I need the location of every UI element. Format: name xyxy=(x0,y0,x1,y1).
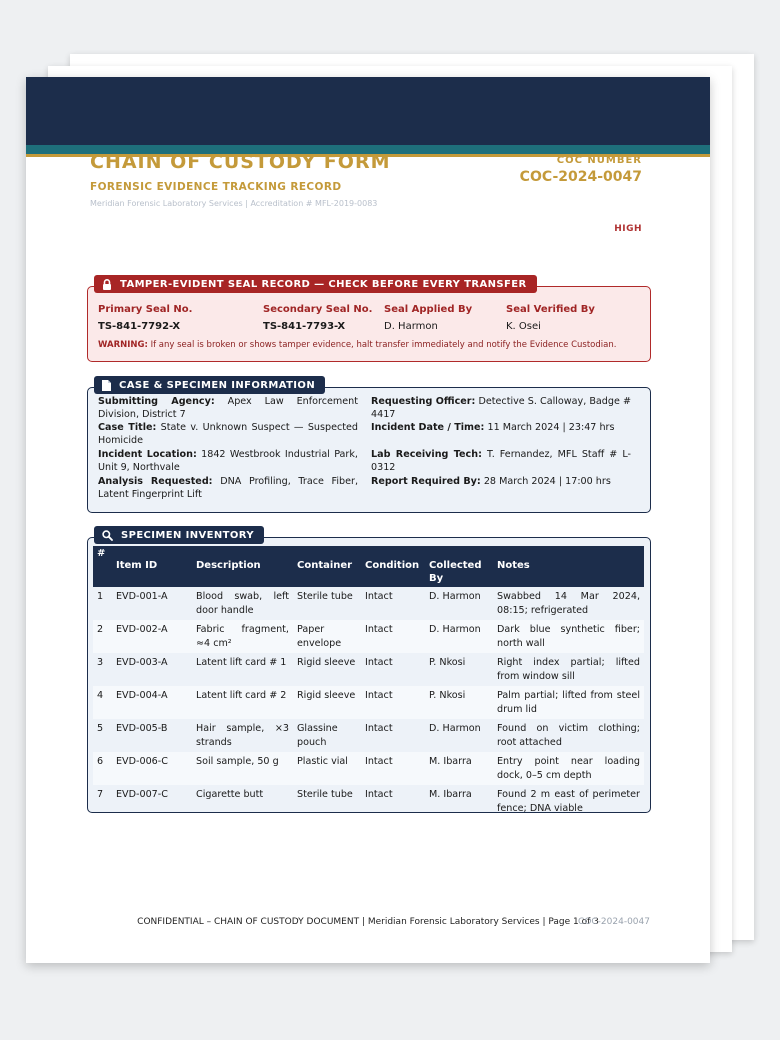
tech-value: T. Fernandez, MFL Staff # L-0312 xyxy=(371,449,631,474)
location-value: 1842 Westbrook Industrial Park, Unit 9, Northvale xyxy=(98,449,358,474)
inventory-section-heading xyxy=(94,526,264,544)
item-description: Fabric fragment, ≈4 cm² xyxy=(192,620,293,653)
inventory-heading-text: SPECIMEN INVENTORY xyxy=(121,529,255,541)
seal-verified-by xyxy=(506,304,595,332)
form-subtitle: FORENSIC EVIDENCE TRACKING RECORD xyxy=(90,181,342,193)
secondary-seal-value: TS-841-7793-X xyxy=(263,321,346,332)
item-id: EVD-007-C xyxy=(116,789,168,800)
form-page xyxy=(26,77,710,963)
priority-badge: HIGH xyxy=(614,224,642,234)
row-number: 6 xyxy=(93,752,112,785)
item-container: Rigid sleeve xyxy=(297,657,356,668)
item-condition: Intact xyxy=(361,686,425,719)
item-collected-by: D. Harmon xyxy=(429,723,481,734)
lock-icon xyxy=(102,279,112,290)
row-number: 1 xyxy=(97,591,104,602)
item-id: EVD-004-A xyxy=(112,686,192,719)
search-icon xyxy=(102,530,113,541)
item-container: Sterile tube xyxy=(297,591,353,602)
lab-accreditation: Meridian Forensic Laboratory Services | Accreditation # MFL-2019-0083 xyxy=(90,199,378,208)
seal-warning-label: WARNING: xyxy=(98,340,148,350)
item-condition: Intact xyxy=(365,657,393,668)
lab-receiving-tech xyxy=(371,448,631,475)
item-container: Rigid sleeve xyxy=(293,686,361,719)
table-row xyxy=(93,620,644,653)
table-row xyxy=(93,752,644,785)
page-footer: CONFIDENTIAL – CHAIN OF CUSTODY DOCUMENT | Meridian Forensic Laboratory Services | Page 1 of 3 xyxy=(137,917,599,927)
item-condition: Intact xyxy=(361,752,425,785)
primary-seal-value: TS-841-7792-X xyxy=(98,321,181,332)
table-header-row xyxy=(93,546,644,587)
row-number: 2 xyxy=(93,620,112,653)
case-title-value: State v. Unknown Suspect — Suspected Homicide xyxy=(98,422,359,447)
item-collected-by: M. Ibarra xyxy=(425,752,493,785)
primary-seal-label: Primary Seal No. xyxy=(98,304,193,315)
seal-warning-text: If any seal is broken or shows tamper evidence, halt transfer immediately and notify the Evidence Custodian. xyxy=(147,340,617,350)
row-number: 7 xyxy=(97,789,104,800)
item-description: Blood swab, left door handle xyxy=(196,591,289,616)
secondary-seal-label: Secondary Seal No. xyxy=(263,304,373,315)
case-section-heading xyxy=(94,376,325,394)
column-header: Notes xyxy=(493,546,644,587)
item-condition: Intact xyxy=(365,789,393,800)
incident-location xyxy=(98,448,358,475)
requesting-officer-label: Requesting Officer: xyxy=(371,396,476,407)
seal-applied-label: Seal Applied By xyxy=(384,304,473,315)
item-condition: Intact xyxy=(361,620,425,653)
item-id: EVD-003-A xyxy=(116,657,168,668)
seal-heading-text: TAMPER-EVIDENT SEAL RECORD — CHECK BEFORE EVERY TRANSFER xyxy=(120,278,527,290)
item-container: Glassine pouch xyxy=(297,723,338,748)
tech-label: Lab Receiving Tech: xyxy=(371,449,482,460)
case-title xyxy=(98,421,358,448)
item-id: EVD-006-C xyxy=(112,752,192,785)
item-id: EVD-002-A xyxy=(112,620,192,653)
column-header: Collected By xyxy=(425,546,493,587)
report-required-by xyxy=(371,475,631,488)
row-number: 4 xyxy=(93,686,112,719)
specimen-table xyxy=(93,546,644,818)
primary-seal xyxy=(98,304,192,332)
table-row xyxy=(93,785,644,818)
seal-warning xyxy=(98,340,616,350)
column-header: Item ID xyxy=(112,546,192,587)
item-condition: Intact xyxy=(365,723,393,734)
analysis-label: Analysis Requested: xyxy=(98,476,213,487)
report-value: 28 March 2024 | 17:00 hrs xyxy=(483,476,611,487)
item-description: Latent lift card # 2 xyxy=(192,686,293,719)
analysis-value: DNA Profiling, Trace Fiber, Latent Fingerprint Lift xyxy=(98,476,358,501)
analysis-requested xyxy=(98,475,358,502)
item-notes: Right index partial; lifted from window sill xyxy=(497,657,640,682)
column-header: Condition xyxy=(361,546,425,587)
coc-number: COC-2024-0047 xyxy=(519,169,642,185)
incident-datetime xyxy=(371,421,631,434)
document-icon xyxy=(102,380,111,391)
item-notes: Found on victim clothing; root attached xyxy=(497,723,640,748)
form-title: CHAIN OF CUSTODY FORM xyxy=(90,151,391,173)
item-collected-by: D. Harmon xyxy=(425,620,493,653)
case-title-label: Case Title: xyxy=(98,422,157,433)
item-collected-by: P. Nkosi xyxy=(425,686,493,719)
item-container: Plastic vial xyxy=(293,752,361,785)
seal-verified-value: K. Osei xyxy=(506,321,541,332)
header-band xyxy=(26,77,710,145)
table-row xyxy=(93,719,644,752)
seal-applied-by xyxy=(384,304,472,332)
item-notes: Found 2 m east of perimeter fence; DNA viable xyxy=(497,789,640,814)
specimen-inventory-section xyxy=(87,529,651,814)
seal-verified-label: Seal Verified By xyxy=(506,304,595,315)
item-description: Cigarette butt xyxy=(196,789,264,800)
incident-value: 11 March 2024 | 23:47 hrs xyxy=(487,422,615,433)
seal-applied-value: D. Harmon xyxy=(384,321,438,332)
submitting-agency-value: Apex Law Enforcement Division, District 7 xyxy=(98,396,359,421)
item-notes: Entry point near loading dock, 0–5 cm depth xyxy=(493,752,644,785)
item-condition: Intact xyxy=(365,591,393,602)
requesting-officer-value: Detective S. Calloway, Badge # 4417 xyxy=(371,396,631,421)
item-description: Soil sample, 50 g xyxy=(192,752,293,785)
item-notes: Swabbed 14 Mar 2024, 08:15; refrigerated xyxy=(497,591,640,616)
item-notes: Dark blue synthetic fiber; north wall xyxy=(493,620,644,653)
item-collected-by: P. Nkosi xyxy=(429,657,466,668)
item-collected-by: M. Ibarra xyxy=(429,789,472,800)
row-number: 5 xyxy=(97,723,104,734)
item-notes: Palm partial; lifted from steel drum lid xyxy=(493,686,644,719)
case-heading-text: CASE & SPECIMEN INFORMATION xyxy=(119,379,316,391)
column-header: Description xyxy=(192,546,293,587)
case-info-section xyxy=(87,379,651,513)
incident-label: Incident Date / Time: xyxy=(371,422,485,433)
seal-record-section xyxy=(87,278,651,362)
secondary-seal xyxy=(263,304,372,332)
item-container: Paper envelope xyxy=(293,620,361,653)
seal-section-heading xyxy=(94,275,537,293)
item-id: EVD-005-B xyxy=(116,723,168,734)
column-header: # xyxy=(93,546,112,587)
row-number: 3 xyxy=(97,657,104,668)
report-label: Report Required By: xyxy=(371,476,481,487)
item-description: Latent lift card # 1 xyxy=(196,657,287,668)
table-row xyxy=(93,686,644,719)
submitting-agency xyxy=(98,395,358,422)
header-title-strip xyxy=(26,151,710,173)
item-id: EVD-001-A xyxy=(116,591,168,602)
footer-coc-number: COC-2024-0047 xyxy=(578,917,650,927)
item-container: Sterile tube xyxy=(297,789,353,800)
location-label: Incident Location: xyxy=(98,449,197,460)
column-header: Container xyxy=(293,546,361,587)
item-collected-by: D. Harmon xyxy=(429,591,481,602)
item-description: Hair sample, ×3 strands xyxy=(196,723,289,748)
table-row xyxy=(93,653,644,686)
requesting-officer xyxy=(371,395,631,422)
coc-number-label: COC NUMBER xyxy=(556,155,642,166)
submitting-agency-label: Submitting Agency: xyxy=(98,396,215,407)
table-row xyxy=(93,587,644,620)
